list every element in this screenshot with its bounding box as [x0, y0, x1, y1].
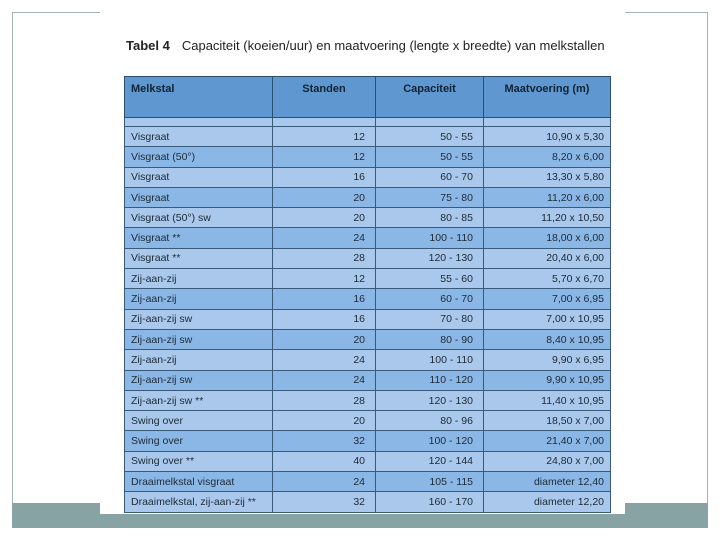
melkstal-table	[124, 76, 611, 513]
cell-capaciteit: 120 - 130	[376, 390, 484, 410]
cell-maatvoering: 24,80 x 7,00	[484, 451, 611, 471]
cell-melkstal: Visgraat **	[125, 228, 273, 248]
cell-capaciteit: 80 - 90	[376, 329, 484, 349]
cell-standen: 16	[273, 289, 376, 309]
cell-capaciteit: 80 - 85	[376, 208, 484, 228]
table-caption-text: Capaciteit (koeien/uur) en maatvoering (lengte x breedte) van melkstallen	[181, 38, 605, 53]
cell-melkstal: Swing over	[125, 411, 273, 431]
header-maatvoering: Maatvoering (m)	[484, 77, 611, 118]
cell-maatvoering: 5,70 x 6,70	[484, 269, 611, 289]
cell-maatvoering: diameter 12,20	[484, 492, 611, 512]
cell-standen: 32	[273, 492, 376, 512]
cell-melkstal: Draaimelkstal visgraat	[125, 472, 273, 492]
cell-melkstal: Zij-aan-zij sw	[125, 329, 273, 349]
cell-maatvoering: 18,50 x 7,00	[484, 411, 611, 431]
table-row	[125, 269, 611, 289]
cell-capaciteit: 50 - 55	[376, 147, 484, 167]
table-row	[125, 370, 611, 390]
cell-melkstal: Visgraat	[125, 127, 273, 147]
table-spacer-row	[125, 118, 611, 127]
cell-capaciteit: 60 - 70	[376, 167, 484, 187]
table-row	[125, 472, 611, 492]
cell-melkstal: Zij-aan-zij	[125, 289, 273, 309]
cell-maatvoering: 8,20 x 6,00	[484, 147, 611, 167]
table-row	[125, 208, 611, 228]
cell-maatvoering: 11,20 x 6,00	[484, 187, 611, 207]
table-row	[125, 451, 611, 471]
header-melkstal: Melkstal	[125, 77, 273, 118]
cell-capaciteit: 100 - 110	[376, 228, 484, 248]
cell-melkstal: Visgraat	[125, 187, 273, 207]
header-capaciteit: Capaciteit	[376, 77, 484, 118]
cell-melkstal: Swing over **	[125, 451, 273, 471]
cell-capaciteit: 160 - 170	[376, 492, 484, 512]
table-row	[125, 289, 611, 309]
table-row	[125, 350, 611, 370]
cell-maatvoering: 9,90 x 10,95	[484, 370, 611, 390]
table-row	[125, 492, 611, 512]
cell-standen: 28	[273, 390, 376, 410]
cell-standen: 12	[273, 269, 376, 289]
cell-capaciteit: 75 - 80	[376, 187, 484, 207]
table-body	[125, 118, 611, 513]
cell-maatvoering: 21,40 x 7,00	[484, 431, 611, 451]
cell-maatvoering: 11,40 x 10,95	[484, 390, 611, 410]
cell-melkstal: Zij-aan-zij sw **	[125, 390, 273, 410]
cell-melkstal: Zij-aan-zij sw	[125, 370, 273, 390]
cell-standen: 20	[273, 208, 376, 228]
cell-maatvoering: 11,20 x 10,50	[484, 208, 611, 228]
cell-standen: 12	[273, 147, 376, 167]
table-row	[125, 411, 611, 431]
cell-capaciteit: 120 - 144	[376, 451, 484, 471]
cell-maatvoering: 7,00 x 10,95	[484, 309, 611, 329]
table-header-row	[125, 77, 611, 118]
cell-capaciteit: 70 - 80	[376, 309, 484, 329]
cell-capaciteit: 60 - 70	[376, 289, 484, 309]
cell-capaciteit: 55 - 60	[376, 269, 484, 289]
cell-capaciteit: 120 - 130	[376, 248, 484, 268]
cell-standen: 24	[273, 472, 376, 492]
cell-standen: 20	[273, 411, 376, 431]
cell-standen: 20	[273, 329, 376, 349]
cell-melkstal: Swing over	[125, 431, 273, 451]
cell-capaciteit: 100 - 120	[376, 431, 484, 451]
table-row	[125, 329, 611, 349]
cell-standen: 16	[273, 309, 376, 329]
cell-maatvoering: 18,00 x 6,00	[484, 228, 611, 248]
cell-maatvoering: 20,40 x 6,00	[484, 248, 611, 268]
table-row	[125, 431, 611, 451]
cell-maatvoering: diameter 12,40	[484, 472, 611, 492]
cell-standen: 20	[273, 187, 376, 207]
cell-melkstal: Visgraat (50°)	[125, 147, 273, 167]
cell-standen: 28	[273, 248, 376, 268]
cell-maatvoering: 13,30 x 5,80	[484, 167, 611, 187]
cell-maatvoering: 9,90 x 6,95	[484, 350, 611, 370]
table-row	[125, 228, 611, 248]
cell-maatvoering: 7,00 x 6,95	[484, 289, 611, 309]
table-caption-label: Tabel 4	[126, 38, 170, 53]
cell-capaciteit: 105 - 115	[376, 472, 484, 492]
cell-maatvoering: 10,90 x 5,30	[484, 127, 611, 147]
cell-melkstal: Zij-aan-zij	[125, 269, 273, 289]
cell-maatvoering: 8,40 x 10,95	[484, 329, 611, 349]
cell-capaciteit: 100 - 110	[376, 350, 484, 370]
cell-standen: 32	[273, 431, 376, 451]
cell-melkstal: Draaimelkstal, zij-aan-zij **	[125, 492, 273, 512]
cell-standen: 24	[273, 350, 376, 370]
cell-capaciteit: 80 - 96	[376, 411, 484, 431]
cell-standen: 24	[273, 370, 376, 390]
table-row	[125, 147, 611, 167]
cell-melkstal: Zij-aan-zij	[125, 350, 273, 370]
cell-standen: 40	[273, 451, 376, 471]
cell-standen: 12	[273, 127, 376, 147]
cell-melkstal: Visgraat (50°) sw	[125, 208, 273, 228]
cell-standen: 16	[273, 167, 376, 187]
table-row	[125, 127, 611, 147]
table-caption	[126, 38, 605, 53]
cell-melkstal: Visgraat **	[125, 248, 273, 268]
cell-melkstal: Visgraat	[125, 167, 273, 187]
cell-capaciteit: 110 - 120	[376, 370, 484, 390]
header-standen: Standen	[273, 77, 376, 118]
cell-capaciteit: 50 - 55	[376, 127, 484, 147]
cell-standen: 24	[273, 228, 376, 248]
table-row	[125, 390, 611, 410]
table-row	[125, 309, 611, 329]
cell-melkstal: Zij-aan-zij sw	[125, 309, 273, 329]
table-row	[125, 167, 611, 187]
table-row	[125, 187, 611, 207]
table-row	[125, 248, 611, 268]
